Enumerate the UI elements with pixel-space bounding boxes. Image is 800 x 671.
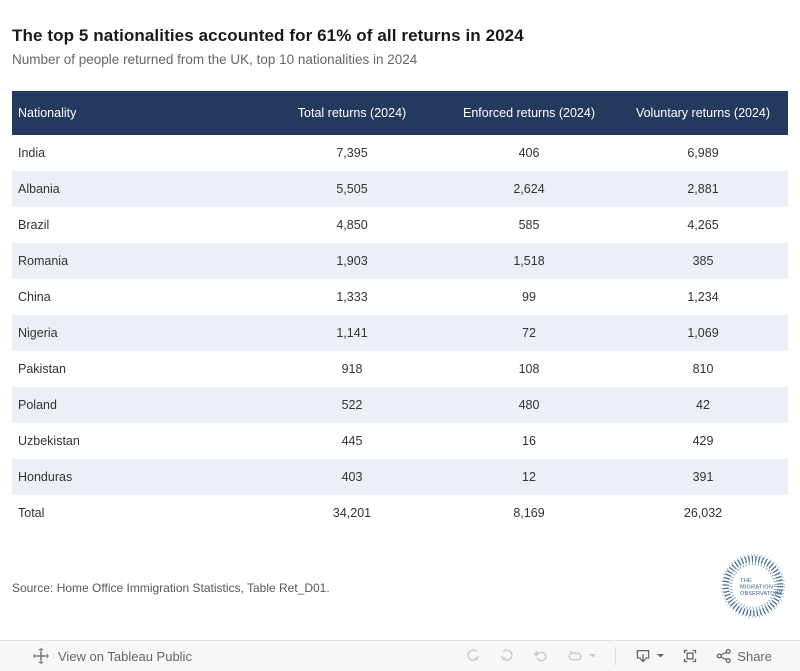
table-row[interactable]: [12, 207, 788, 243]
cell-voluntary-returns[interactable]: 1,069: [687, 326, 719, 340]
cell-total-returns[interactable]: 4,850: [336, 218, 368, 232]
cell-total-returns[interactable]: 403: [341, 470, 363, 484]
undo-icon: [464, 647, 482, 665]
tableau-logo-icon: [32, 647, 50, 665]
svg-text:OBSERVATORY: OBSERVATORY: [740, 591, 783, 598]
cell-voluntary-returns[interactable]: 810: [692, 362, 714, 376]
cell-enforced-returns[interactable]: 12: [522, 470, 536, 484]
redo-button[interactable]: [498, 647, 516, 665]
table-row[interactable]: [12, 135, 788, 171]
cell-enforced-returns[interactable]: 585: [518, 218, 540, 232]
refresh-button[interactable]: [566, 647, 597, 665]
table-body: [12, 135, 788, 531]
cell-total-returns[interactable]: 918: [341, 362, 363, 376]
tableau-toolbar: [0, 640, 800, 671]
table-row[interactable]: [12, 243, 788, 279]
fullscreen-button[interactable]: [681, 647, 699, 665]
cell-nationality[interactable]: Poland: [18, 398, 57, 412]
migration-observatory-logo: [717, 550, 789, 622]
share-button[interactable]: [715, 647, 772, 665]
table-header-row: [12, 91, 788, 135]
cell-voluntary-returns[interactable]: 1,234: [687, 290, 719, 304]
cell-enforced-returns[interactable]: 8,169: [513, 506, 545, 520]
redo-icon: [498, 647, 516, 665]
cell-enforced-returns[interactable]: 480: [518, 398, 540, 412]
share-label: Share: [737, 648, 772, 664]
cell-nationality[interactable]: Pakistan: [18, 362, 66, 376]
download-caret-icon: [656, 653, 665, 659]
column-header-voluntary-returns[interactable]: Voluntary returns (2024): [618, 91, 788, 135]
cell-nationality[interactable]: Nigeria: [18, 326, 58, 340]
refresh-caret-icon: [588, 653, 597, 659]
cell-nationality[interactable]: China: [18, 290, 51, 304]
cell-voluntary-returns[interactable]: 2,881: [687, 182, 719, 196]
returns-table: [12, 91, 788, 531]
fullscreen-icon: [681, 647, 699, 665]
revert-button[interactable]: [532, 647, 550, 665]
cell-voluntary-returns[interactable]: 429: [692, 434, 714, 448]
view-on-tableau-public-label: View on Tableau Public: [58, 648, 192, 664]
cell-enforced-returns[interactable]: 72: [522, 326, 536, 340]
table-row[interactable]: [12, 495, 788, 531]
svg-text:MIGRATION: MIGRATION: [740, 584, 774, 591]
column-header-enforced-returns[interactable]: Enforced returns (2024): [440, 91, 618, 135]
column-header-nationality[interactable]: Nationality: [12, 91, 264, 135]
download-icon: [634, 647, 652, 665]
cell-total-returns[interactable]: 1,333: [336, 290, 368, 304]
refresh-icon: [566, 647, 584, 665]
cell-enforced-returns[interactable]: 1,518: [513, 254, 545, 268]
table-row[interactable]: [12, 423, 788, 459]
cell-voluntary-returns[interactable]: 6,989: [687, 146, 719, 160]
download-button[interactable]: [634, 647, 665, 665]
cell-voluntary-returns[interactable]: 26,032: [683, 506, 723, 520]
cell-total-returns[interactable]: 34,201: [332, 506, 372, 520]
cell-total-returns[interactable]: 7,395: [336, 146, 368, 160]
viz-subtitle: Number of people returned from the UK, top 10 nationalities in 2024: [12, 52, 418, 67]
cell-voluntary-returns[interactable]: 42: [696, 398, 710, 412]
cell-nationality[interactable]: Albania: [18, 182, 60, 196]
cell-total-returns[interactable]: 1,141: [336, 326, 368, 340]
cell-total-returns[interactable]: 445: [341, 434, 363, 448]
share-icon: [715, 647, 733, 665]
undo-button[interactable]: [464, 647, 482, 665]
revert-icon: [532, 647, 550, 665]
cell-nationality[interactable]: Uzbekistan: [18, 434, 80, 448]
cell-nationality[interactable]: Brazil: [18, 218, 50, 232]
table-row[interactable]: [12, 351, 788, 387]
cell-enforced-returns[interactable]: 2,624: [513, 182, 545, 196]
svg-text:THE: THE: [740, 578, 753, 584]
cell-voluntary-returns[interactable]: 391: [692, 470, 714, 484]
cell-nationality[interactable]: Total: [18, 506, 45, 520]
cell-enforced-returns[interactable]: 406: [518, 146, 540, 160]
cell-total-returns[interactable]: 522: [341, 398, 363, 412]
migration-observatory-logo-icon: [717, 550, 789, 622]
cell-nationality[interactable]: India: [18, 146, 46, 160]
viz-title: The top 5 nationalities accounted for 61% of all returns in 2024: [12, 26, 524, 45]
cell-enforced-returns[interactable]: 99: [522, 290, 536, 304]
table-header: [12, 91, 788, 135]
cell-voluntary-returns[interactable]: 4,265: [687, 218, 719, 232]
cell-voluntary-returns[interactable]: 385: [692, 254, 714, 268]
column-header-total-returns[interactable]: Total returns (2024): [264, 91, 440, 135]
view-on-tableau-public-link[interactable]: [32, 647, 192, 665]
table-row[interactable]: [12, 387, 788, 423]
cell-nationality[interactable]: Honduras: [18, 470, 73, 484]
source-note: Source: Home Office Immigration Statistics, Table Ret_D01.: [12, 581, 330, 595]
cell-enforced-returns[interactable]: 16: [522, 434, 536, 448]
cell-total-returns[interactable]: 5,505: [336, 182, 368, 196]
table-row[interactable]: [12, 459, 788, 495]
table-row[interactable]: [12, 279, 788, 315]
cell-nationality[interactable]: Romania: [18, 254, 69, 268]
cell-total-returns[interactable]: 1,903: [336, 254, 368, 268]
toolbar-actions: [464, 647, 772, 665]
cell-enforced-returns[interactable]: 108: [518, 362, 540, 376]
table-row[interactable]: [12, 171, 788, 207]
toolbar-divider: [615, 647, 616, 665]
table-row[interactable]: [12, 315, 788, 351]
